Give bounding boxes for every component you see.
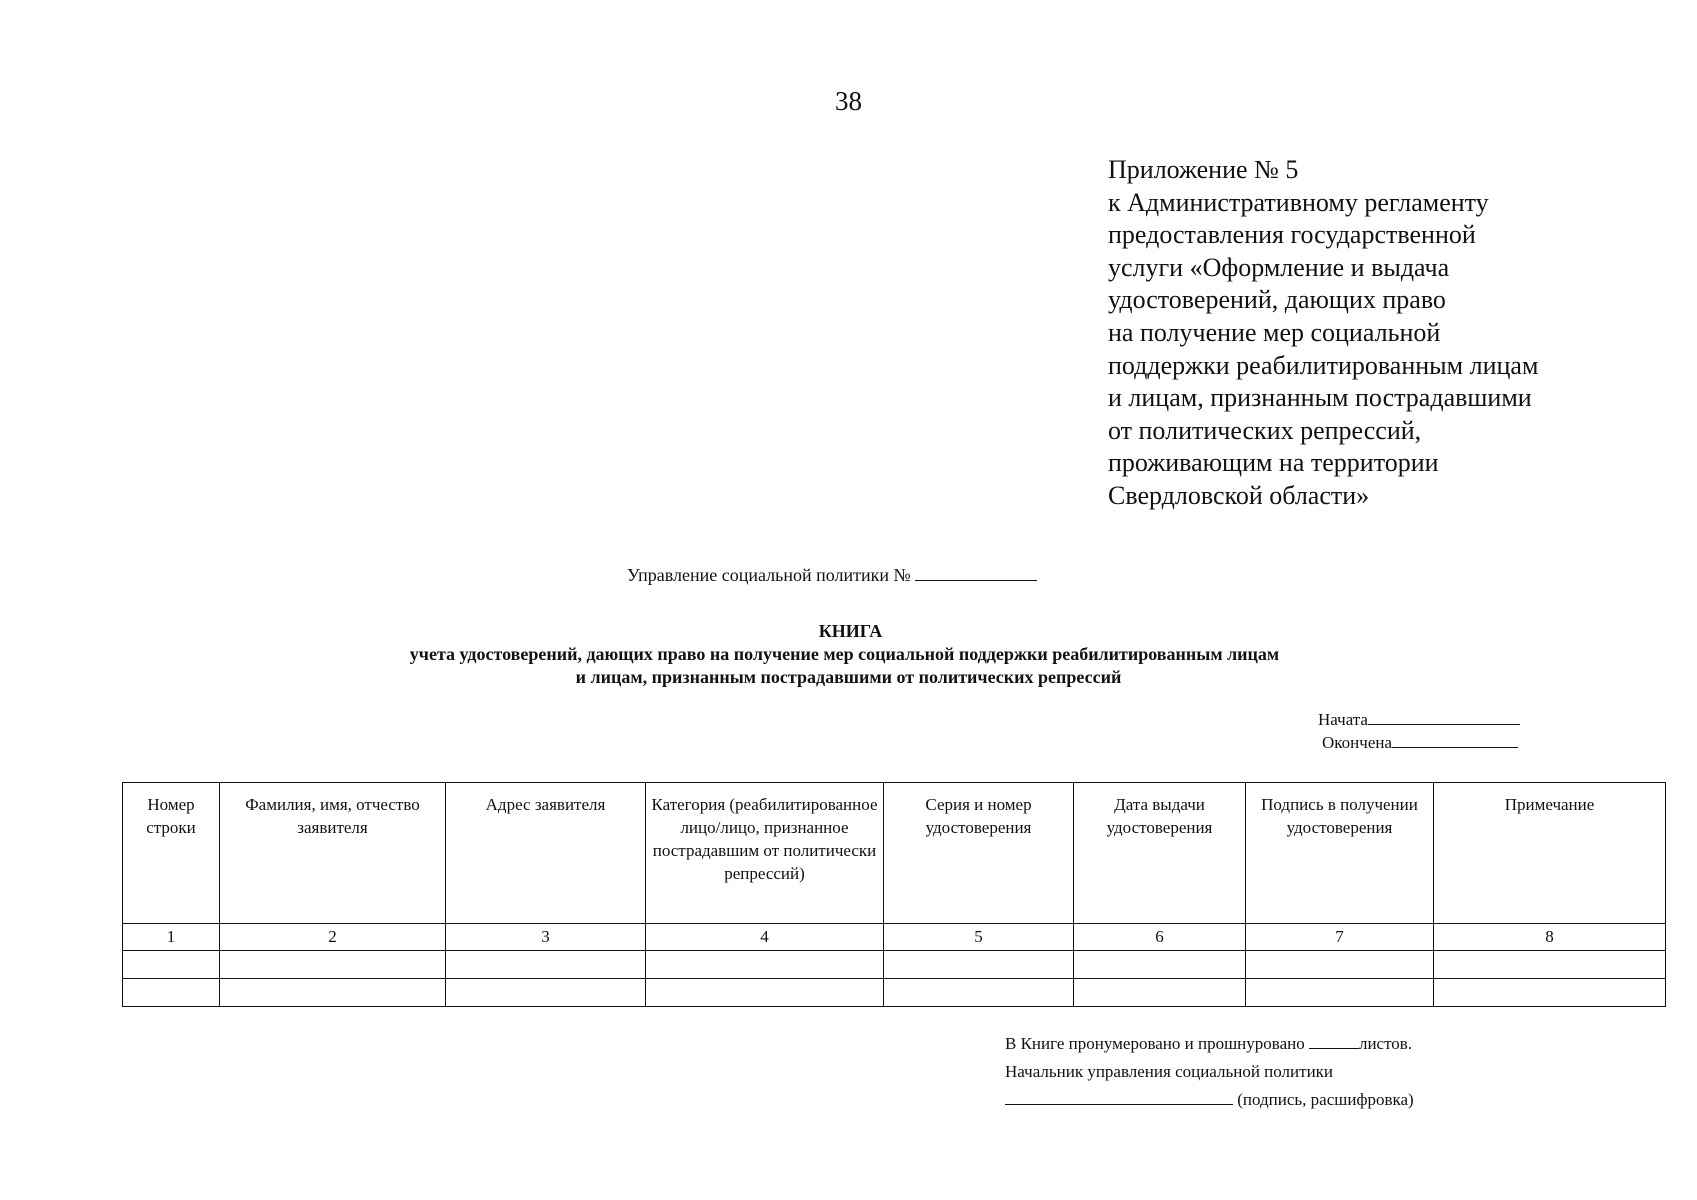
appendix-line: на получение мер социальной — [1108, 317, 1441, 347]
ended-label: Окончена — [1322, 733, 1393, 752]
column-number: 4 — [646, 924, 884, 951]
ended-blank — [1392, 732, 1518, 748]
started-line — [1318, 708, 1520, 731]
appendix-line: Приложение № 5 — [1108, 155, 1299, 184]
column-header: Серия и номер удостоверения — [884, 783, 1074, 924]
column-header: Фамилия, имя, отчество заявителя — [220, 783, 446, 924]
table-cell[interactable] — [1246, 951, 1434, 979]
column-number: 7 — [1246, 924, 1434, 951]
table-cell[interactable] — [446, 979, 646, 1007]
column-number-row — [123, 924, 1666, 951]
signature-caption: (подпись, расшифровка) — [1237, 1090, 1414, 1109]
table-row — [123, 951, 1666, 979]
appendix-line: услуги «Оформление и выдача — [1108, 252, 1450, 282]
appendix-line: к Административному регламенту — [1108, 187, 1489, 217]
footer-block — [1005, 1030, 1414, 1114]
department-line — [627, 565, 1037, 586]
column-header: Дата выдачи удостоверения — [1074, 783, 1246, 924]
table-cell[interactable] — [1434, 951, 1666, 979]
page-number: 38 — [835, 86, 862, 116]
ended-line — [1318, 731, 1520, 754]
numbered-prefix: В Книге пронумеровано и прошнуровано — [1005, 1034, 1305, 1053]
table-cell[interactable] — [884, 979, 1074, 1007]
column-header: Примечание — [1434, 783, 1666, 924]
appendix-line: удостоверений, дающих право — [1108, 285, 1446, 315]
table-cell[interactable] — [123, 979, 220, 1007]
table-header-row — [123, 783, 1666, 924]
numbered-suffix: листов. — [1358, 1034, 1413, 1053]
column-header: Подпись в получении удостоверения — [1246, 783, 1434, 924]
appendix-line: и лицам, признанным пострадавшими — [1108, 383, 1532, 413]
started-blank — [1368, 709, 1520, 725]
column-number: 8 — [1434, 924, 1666, 951]
column-header: Категория (реабилитированное лицо/лицо, признанное пострадавшим от политически репрессий) — [646, 783, 884, 924]
column-header: Адрес заявителя — [446, 783, 646, 924]
column-number: 1 — [123, 924, 220, 951]
table-cell[interactable] — [1074, 979, 1246, 1007]
column-number: 6 — [1074, 924, 1246, 951]
signature-line — [1005, 1086, 1414, 1114]
table-cell[interactable] — [123, 951, 220, 979]
table-cell[interactable] — [1434, 979, 1666, 1007]
appendix-line: от политических репрессий, — [1108, 415, 1422, 445]
column-header: Номер строки — [123, 783, 220, 924]
table-cell[interactable] — [646, 951, 884, 979]
registry-table — [122, 782, 1666, 1007]
registry-table-wrap — [122, 782, 1666, 1007]
table-cell[interactable] — [1246, 979, 1434, 1007]
sheet-count-blank — [1309, 1033, 1359, 1049]
column-number: 5 — [884, 924, 1074, 951]
department-label: Управление социальной политики № — [627, 565, 911, 585]
table-cell[interactable] — [1074, 951, 1246, 979]
table-cell[interactable] — [220, 979, 446, 1007]
table-row — [123, 979, 1666, 1007]
department-number-blank — [915, 565, 1037, 581]
table-cell[interactable] — [446, 951, 646, 979]
head-line: Начальник управления социальной политики — [1005, 1062, 1334, 1081]
book-title-block — [0, 620, 1697, 689]
table-cell[interactable] — [884, 951, 1074, 979]
appendix-note — [1108, 154, 1628, 513]
book-subtitle-line2: и лицам, признанным пострадавшими от политических репрессий — [575, 667, 1122, 687]
appendix-line: предоставления государственной — [1108, 220, 1476, 250]
book-subtitle-line1: учета удостоверений, дающих право на получение мер социальной поддержки реабилитированным лицам — [409, 644, 1280, 664]
book-title: КНИГА — [818, 621, 883, 641]
signature-blank — [1005, 1089, 1233, 1105]
appendix-line: поддержки реабилитированным лицам — [1108, 350, 1539, 380]
dates-block — [1318, 708, 1520, 754]
table-cell[interactable] — [646, 979, 884, 1007]
numbered-line — [1005, 1030, 1414, 1058]
table-cell[interactable] — [220, 951, 446, 979]
appendix-line: проживающим на территории — [1108, 448, 1439, 478]
column-number: 2 — [220, 924, 446, 951]
appendix-line: Свердловской области» — [1108, 480, 1370, 510]
column-number: 3 — [446, 924, 646, 951]
started-label: Начата — [1318, 710, 1368, 729]
